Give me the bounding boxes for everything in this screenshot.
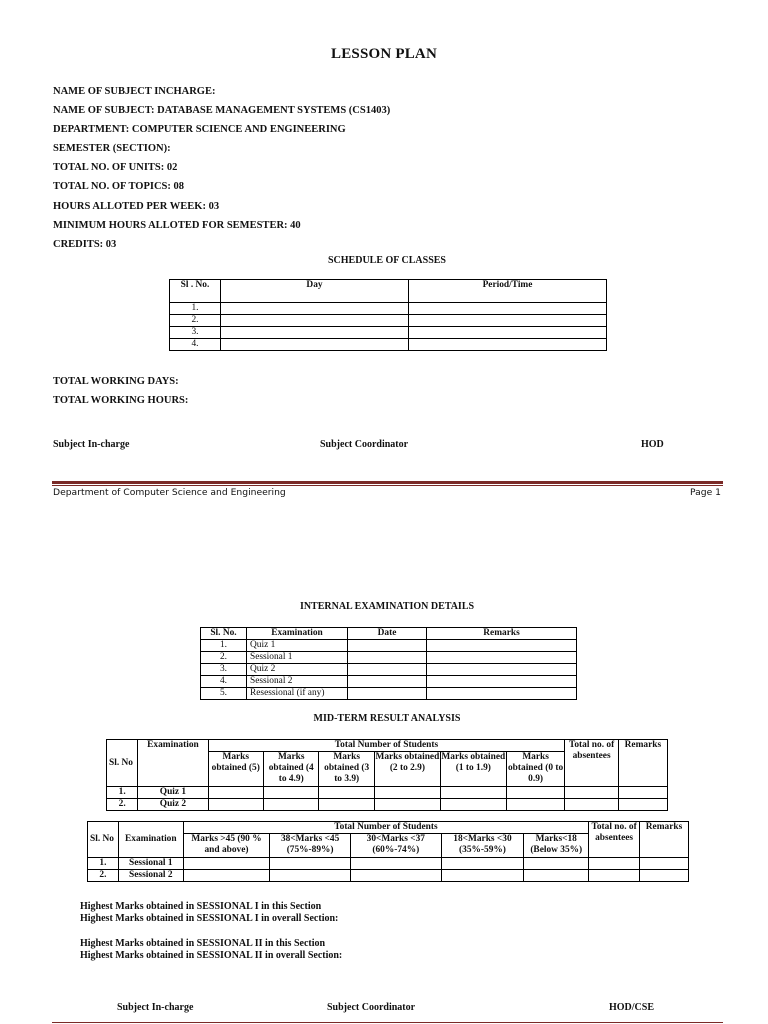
table-row: 1. Sessional 1 <box>88 858 689 870</box>
sessional-col-above-45: Marks >45 (90 % and above) <box>183 834 270 858</box>
table-row: 4. Sessional 2 <box>201 676 577 688</box>
info-semester: SEMESTER (SECTION): <box>53 143 171 155</box>
info-subject-incharge: NAME OF SUBJECT INCHARGE: <box>53 86 216 97</box>
schedule-table <box>169 279 607 351</box>
midterm-heading: MID-TERM RESULT ANALYSIS <box>313 713 461 724</box>
total-working-hours: TOTAL WORKING HOURS: <box>53 395 189 406</box>
table-row: 1. Quiz 1 <box>201 640 577 652</box>
page-title: LESSON PLAN <box>331 46 437 62</box>
info-total-units: TOTAL NO. OF UNITS: 02 <box>53 162 178 174</box>
footer-page-number: Page 1 <box>690 487 722 498</box>
quiz-header-remarks: Remarks <box>618 740 667 787</box>
signature-subject-coordinator: Subject Coordinator <box>320 439 409 450</box>
info-total-topics: TOTAL NO. OF TOPICS: 08 <box>53 181 184 193</box>
table-row: 1. <box>170 303 607 315</box>
footer-divider <box>52 481 723 484</box>
table-row: 2. Quiz 2 <box>107 799 668 811</box>
quiz-header-sl: Sl. No <box>107 740 138 787</box>
internal-exam-table <box>200 627 577 700</box>
signature-subject-incharge: Subject In-charge <box>53 439 130 450</box>
sessional-result-table <box>87 821 689 882</box>
signature2-subject-incharge: Subject In-charge <box>117 1002 194 1013</box>
quiz-col-3-3.9: Marks obtained (3 to 3.9) <box>319 752 374 787</box>
table-row: 3. <box>170 327 607 339</box>
sessional-col-38-45: 38<Marks <45 (75%-89%) <box>270 834 351 858</box>
highest-sessional1-overall: Highest Marks obtained in SESSIONAL I in overall Section: <box>80 913 339 924</box>
internal-header-exam: Examination <box>247 628 348 640</box>
highest-sessional2-section: Highest Marks obtained in SESSIONAL II in this Section <box>80 938 326 949</box>
quiz-header-total-students: Total Number of Students <box>208 740 565 752</box>
table-row: 5. Resessional (if any) <box>201 688 577 700</box>
quiz-result-table <box>106 739 668 811</box>
schedule-header-day: Day <box>221 280 409 303</box>
info-department: DEPARTMENT: COMPUTER SCIENCE AND ENGINEERING <box>53 124 346 136</box>
quiz-col-4-4.9: Marks obtained (4 to 4.9) <box>263 752 318 787</box>
quiz-header-exam: Examination <box>138 740 208 787</box>
internal-header-sl: Sl. No. <box>201 628 247 640</box>
sessional-header-total-students: Total Number of Students <box>183 822 588 834</box>
info-min-hours: MINIMUM HOURS ALLOTED FOR SEMESTER: 40 <box>53 219 301 231</box>
sessional-col-30-37: 30<Marks <37 (60%-74%) <box>350 834 441 858</box>
highest-sessional2-overall: Highest Marks obtained in SESSIONAL II in overall Section: <box>80 950 343 961</box>
table-row: 2. <box>170 315 607 327</box>
sessional-header-exam: Examination <box>118 822 183 858</box>
internal-header-remarks: Remarks <box>427 628 577 640</box>
signature2-hod-cse: HOD/CSE <box>609 1002 655 1013</box>
quiz-header-absentees: Total no. of absentees <box>565 740 618 787</box>
schedule-header-sl: Sl . No. <box>170 280 221 303</box>
sessional-header-remarks: Remarks <box>640 822 689 858</box>
info-hours-per-week: HOURS ALLOTED PER WEEK: 03 <box>53 200 220 212</box>
sessional-col-18-30: 18<Marks <30 (35%-59%) <box>441 834 524 858</box>
internal-exam-heading: INTERNAL EXAMINATION DETAILS <box>299 601 475 612</box>
bottom-divider <box>52 1022 723 1023</box>
table-row: 2. Sessional 2 <box>88 870 689 882</box>
table-row: 3. Quiz 2 <box>201 664 577 676</box>
info-subject-name: NAME OF SUBJECT: DATABASE MANAGEMENT SYSTEMS (CS1403) <box>53 105 391 117</box>
signature2-subject-coordinator: Subject Coordinator <box>327 1002 416 1013</box>
footer-department: Department of Computer Science and Engineering <box>53 487 286 498</box>
quiz-col-5: Marks obtained (5) <box>208 752 263 787</box>
footer-divider-thin <box>52 485 723 486</box>
schedule-heading: SCHEDULE OF CLASSES <box>328 255 446 266</box>
internal-header-date: Date <box>348 628 427 640</box>
quiz-col-1-1.9: Marks obtained (1 to 1.9) <box>440 752 506 787</box>
sessional-header-absentees: Total no. of absentees <box>589 822 640 858</box>
sessional-col-below-18: Marks<18 (Below 35%) <box>524 834 589 858</box>
table-row: 1. Quiz 1 <box>107 787 668 799</box>
signature-hod: HOD <box>641 439 664 450</box>
sessional-header-sl: Sl. No <box>88 822 119 858</box>
info-credits: CREDITS: 03 <box>53 238 117 250</box>
schedule-header-period: Period/Time <box>409 280 607 303</box>
subject-info <box>53 82 390 254</box>
highest-sessional1-section: Highest Marks obtained in SESSIONAL I in this Section <box>80 901 322 912</box>
quiz-col-2-2.9: Marks obtained (2 to 2.9) <box>374 752 440 787</box>
table-row: 2. Sessional 1 <box>201 652 577 664</box>
total-working-days: TOTAL WORKING DAYS: <box>53 376 179 387</box>
quiz-col-0-0.9: Marks obtained (0 to 0.9) <box>506 752 565 787</box>
table-row: 4. <box>170 339 607 351</box>
